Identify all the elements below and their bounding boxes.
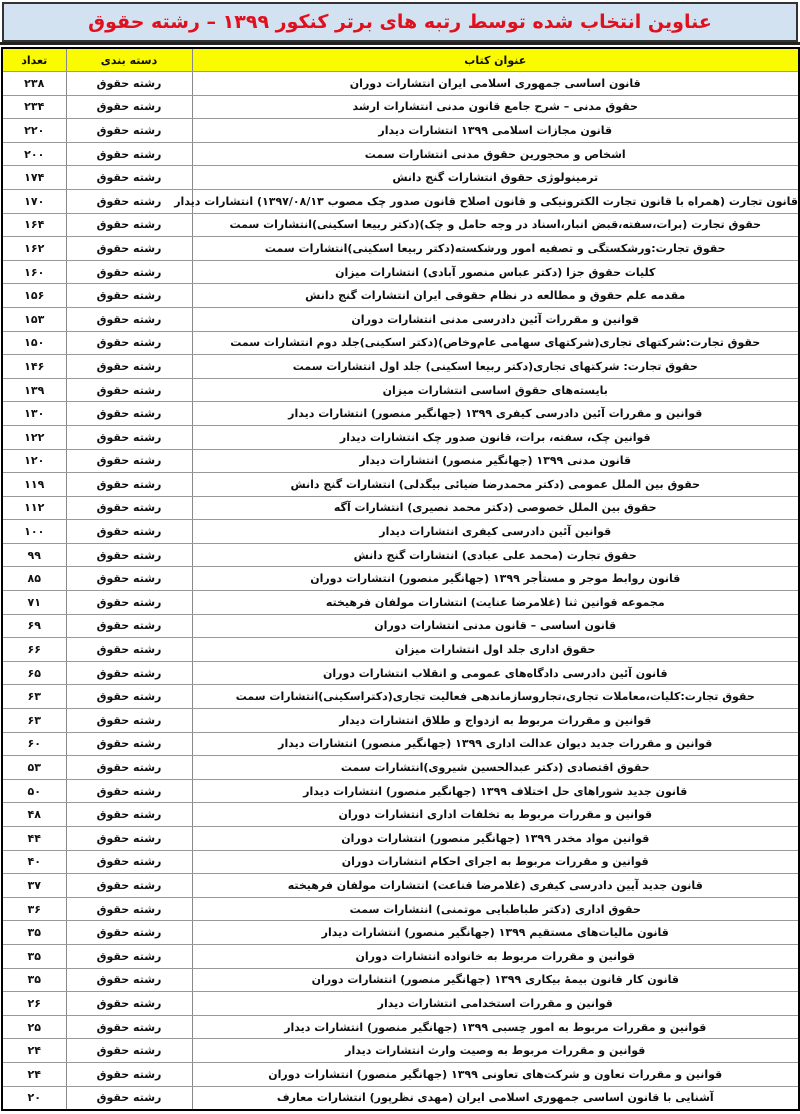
count-cell: ۲۲۰ (2, 119, 66, 143)
category-cell: رشته حقوق (66, 142, 192, 166)
category-cell: رشته حقوق (66, 850, 192, 874)
category-cell: رشته حقوق (66, 614, 192, 638)
book-title-cell: حقوق اقتصادی (دکتر عبدالحسین شیروی)انتشارات سمت (192, 756, 799, 780)
table-row (2, 189, 799, 213)
count-cell: ۱۳۰ (2, 402, 66, 426)
category-cell: رشته حقوق (66, 944, 192, 968)
count-cell: ۱۳۹ (2, 378, 66, 402)
category-cell: رشته حقوق (66, 591, 192, 615)
count-cell: ۱۰۰ (2, 520, 66, 544)
category-cell: رشته حقوق (66, 213, 192, 237)
divider (0, 42, 800, 45)
table-row (2, 992, 799, 1016)
book-title-cell: حقوق تجارت (محمد علی عبادی) انتشارات گنج دانش (192, 543, 799, 567)
book-title-cell: اشخاص و محجورین حقوق مدنی انتشارات سمت (192, 142, 799, 166)
book-title-cell: قانون جدید شوراهای حل اختلاف ۱۳۹۹ (جهانگیر منصور) انتشارات دیدار (192, 779, 799, 803)
category-cell: رشته حقوق (66, 543, 192, 567)
book-title-cell: قوانین آئین دادرسی کیفری انتشارات دیدار (192, 520, 799, 544)
category-cell: رشته حقوق (66, 897, 192, 921)
count-cell: ۶۹ (2, 614, 66, 638)
category-cell: رشته حقوق (66, 331, 192, 355)
count-cell: ۸۵ (2, 567, 66, 591)
category-cell: رشته حقوق (66, 1062, 192, 1086)
table-row (2, 756, 799, 780)
book-title-cell: حقوق تجارت:ورشکستگی و تصفیه امور ورشکسته(دکتر ربیعا اسکینی)انتشارات سمت (192, 237, 799, 261)
category-cell: رشته حقوق (66, 874, 192, 898)
table-row (2, 425, 799, 449)
book-title-cell: حقوق مدنی – شرح جامع قانون مدنی انتشارات ارشد (192, 95, 799, 119)
book-title-cell: قانون اساسی جمهوری اسلامی ایران انتشارات دوران (192, 72, 799, 96)
table-row (2, 1015, 799, 1039)
table-row (2, 543, 799, 567)
table-row (2, 284, 799, 308)
table-row (2, 72, 799, 96)
books-table (1, 47, 800, 1111)
book-title-cell: مقدمه علم حقوق و مطالعه در نظام حقوقی ایران انتشارات گنج دانش (192, 284, 799, 308)
count-cell: ۴۸ (2, 803, 66, 827)
category-cell: رشته حقوق (66, 779, 192, 803)
category-cell: رشته حقوق (66, 968, 192, 992)
table-row (2, 449, 799, 473)
table-row (2, 260, 799, 284)
table-row (2, 1062, 799, 1086)
category-cell: رشته حقوق (66, 260, 192, 284)
category-cell: رشته حقوق (66, 661, 192, 685)
category-cell: رشته حقوق (66, 307, 192, 331)
category-cell: رشته حقوق (66, 284, 192, 308)
category-cell: رشته حقوق (66, 473, 192, 497)
category-cell: رشته حقوق (66, 520, 192, 544)
book-title-cell: قوانین و مقررات مربوط به خانواده انتشارات دوران (192, 944, 799, 968)
category-cell: رشته حقوق (66, 638, 192, 662)
book-title-cell: حقوق بین الملل عمومی (دکتر محمدرضا ضیائی بیگدلی) انتشارات گنج دانش (192, 473, 799, 497)
count-cell: ۲۴ (2, 1062, 66, 1086)
count-cell: ۱۷۰ (2, 189, 66, 213)
count-cell: ۶۳ (2, 685, 66, 709)
category-cell: رشته حقوق (66, 355, 192, 379)
page-title-banner (2, 2, 798, 42)
table-row (2, 567, 799, 591)
count-cell: ۱۴۶ (2, 355, 66, 379)
count-cell: ۵۰ (2, 779, 66, 803)
table-row (2, 520, 799, 544)
table-row (2, 473, 799, 497)
count-cell: ۱۵۳ (2, 307, 66, 331)
book-title-cell: قوانین و مقررات آئین دادرسی کیفری ۱۳۹۹ (جهانگیر منصور) انتشارات دیدار (192, 402, 799, 426)
count-cell: ۶۰ (2, 732, 66, 756)
book-title-cell: کلیات حقوق جزا (دکتر عباس منصور آبادی) انتشارات میزان (192, 260, 799, 284)
count-cell: ۱۷۴ (2, 166, 66, 190)
book-title-cell: آشنایی با قانون اساسی جمهوری اسلامی ایران (مهدی نظرپور) انتشارات معارف (192, 1086, 799, 1110)
table-row (2, 897, 799, 921)
table-row (2, 496, 799, 520)
table-row (2, 166, 799, 190)
count-cell: ۴۴ (2, 827, 66, 851)
count-cell: ۲۰۰ (2, 142, 66, 166)
book-title-cell: قوانین و مقررات مربوط به وصیت وارث انتشارات دیدار (192, 1039, 799, 1063)
book-title-cell: قانون اساسی – قانون مدنی انتشارات دوران (192, 614, 799, 638)
table-row (2, 685, 799, 709)
table-row (2, 402, 799, 426)
count-cell: ۳۵ (2, 921, 66, 945)
book-title-cell: قوانین چک، سفته، برات، قانون صدور چک انتشارات دیدار (192, 425, 799, 449)
count-cell: ۱۲۰ (2, 449, 66, 473)
table-row (2, 237, 799, 261)
count-cell: ۳۵ (2, 968, 66, 992)
table-row (2, 779, 799, 803)
count-cell: ۶۶ (2, 638, 66, 662)
book-title-cell: حقوق اداری (دکتر طباطبایی موتمنی) انتشارات سمت (192, 897, 799, 921)
count-cell: ۵۳ (2, 756, 66, 780)
table-header-row (2, 48, 799, 72)
book-title-cell: حقوق بین الملل خصوصی (دکتر محمد نصیری) انتشارات آگه (192, 496, 799, 520)
book-title-cell: بایسته‌های حقوق اساسی انتشارات میزان (192, 378, 799, 402)
count-cell: ۱۲۲ (2, 425, 66, 449)
table-row (2, 803, 799, 827)
book-title-cell: قوانین مواد مخدر ۱۳۹۹ (جهانگیر منصور) انتشارات دوران (192, 827, 799, 851)
count-cell: ۲۶ (2, 992, 66, 1016)
book-title-cell: قانون کار قانون بیمهٔ بیکاری ۱۳۹۹ (جهانگیر منصور) انتشارات دوران (192, 968, 799, 992)
table-body (2, 72, 799, 1111)
table-row (2, 95, 799, 119)
count-cell: ۹۹ (2, 543, 66, 567)
count-cell: ۲۴ (2, 1039, 66, 1063)
table-row (2, 591, 799, 615)
category-cell: رشته حقوق (66, 425, 192, 449)
table-row (2, 331, 799, 355)
book-title-cell: قوانین و مقررات مربوط به اجرای احکام انتشارات دوران (192, 850, 799, 874)
header-title: عنوان کتاب (192, 48, 799, 72)
table-row (2, 944, 799, 968)
book-title-cell: قانون تجارت (همراه با قانون تجارت الکترونیکی و قانون اصلاح قانون صدور چک مصوب ۱۳۹۷/۰۸/۱۳) انتشارات دیدار (192, 189, 799, 213)
count-cell: ۱۵۰ (2, 331, 66, 355)
book-title-cell: حقوق تجارت:شرکتهای تجاری(شرکتهای سهامی عام‌وخاص)(دکتر اسکینی)جلد دوم انتشارات سمت (192, 331, 799, 355)
table-row (2, 732, 799, 756)
category-cell: رشته حقوق (66, 567, 192, 591)
book-title-cell: قانون مجازات اسلامی ۱۳۹۹ انتشارات دیدار (192, 119, 799, 143)
count-cell: ۶۵ (2, 661, 66, 685)
book-title-cell: قانون آئین دادرسی دادگاه‌های عمومی و انقلاب انتشارات دوران (192, 661, 799, 685)
table-row (2, 968, 799, 992)
table-row (2, 355, 799, 379)
category-cell: رشته حقوق (66, 72, 192, 96)
table-row (2, 142, 799, 166)
category-cell: رشته حقوق (66, 1015, 192, 1039)
header-count: تعداد (2, 48, 66, 72)
table-row (2, 307, 799, 331)
book-title-cell: قوانین و مقررات تعاون و شرکت‌های تعاونی ۱۳۹۹ (جهانگیر منصور) انتشارات دوران (192, 1062, 799, 1086)
category-cell: رشته حقوق (66, 992, 192, 1016)
category-cell: رشته حقوق (66, 803, 192, 827)
table-row (2, 921, 799, 945)
category-cell: رشته حقوق (66, 166, 192, 190)
table-row (2, 1086, 799, 1110)
book-title-cell: حقوق تجارت:کلیات،معاملات تجاری،تجاروسازماندهی فعالیت تجاری(دکتراسکینی)انتشارات سمت (192, 685, 799, 709)
count-cell: ۲۳۸ (2, 72, 66, 96)
book-title-cell: قانون مدنی ۱۳۹۹ (جهانگیر منصور) انتشارات دیدار (192, 449, 799, 473)
category-cell: رشته حقوق (66, 95, 192, 119)
category-cell: رشته حقوق (66, 402, 192, 426)
table-row (2, 661, 799, 685)
count-cell: ۷۱ (2, 591, 66, 615)
count-cell: ۱۶۴ (2, 213, 66, 237)
book-title-cell: قانون روابط موجر و مستأجر ۱۳۹۹ (جهانگیر منصور) انتشارات دوران (192, 567, 799, 591)
book-title-cell: قوانین و مقررات جدید دیوان عدالت اداری ۱۳۹۹ (جهانگیر منصور) انتشارات دیدار (192, 732, 799, 756)
count-cell: ۱۶۰ (2, 260, 66, 284)
page-title: عناوین انتخاب شده توسط رتبه های برتر کنکور ۱۳۹۹ – رشته حقوق (88, 11, 712, 33)
category-cell: رشته حقوق (66, 449, 192, 473)
category-cell: رشته حقوق (66, 709, 192, 733)
book-title-cell: قوانین و مقررات آئین دادرسی مدنی انتشارات دوران (192, 307, 799, 331)
book-title-cell: حقوق تجارت (برات،سفته،قبض انبار،اسناد در وجه حامل و چک)(دکتر ربیعا اسکینی)انتشارات سمت (192, 213, 799, 237)
book-title-cell: حقوق تجارت: شرکتهای تجاری(دکتر ربیعا اسکینی) جلد اول انتشارات سمت (192, 355, 799, 379)
table-row (2, 874, 799, 898)
count-cell: ۱۶۲ (2, 237, 66, 261)
category-cell: رشته حقوق (66, 1039, 192, 1063)
table-row (2, 378, 799, 402)
count-cell: ۱۱۲ (2, 496, 66, 520)
header-category: دسته بندی (66, 48, 192, 72)
category-cell: رشته حقوق (66, 119, 192, 143)
count-cell: ۶۳ (2, 709, 66, 733)
category-cell: رشته حقوق (66, 189, 192, 213)
category-cell: رشته حقوق (66, 921, 192, 945)
table-row (2, 709, 799, 733)
book-title-cell: قوانین و مقررات استخدامی انتشارات دیدار (192, 992, 799, 1016)
category-cell: رشته حقوق (66, 378, 192, 402)
book-title-cell: قوانین و مقررات مربوط به تخلفات اداری انتشارات دوران (192, 803, 799, 827)
count-cell: ۱۵۶ (2, 284, 66, 308)
book-title-cell: قانون مالیات‌های مستقیم ۱۳۹۹ (جهانگیر منصور) انتشارات دیدار (192, 921, 799, 945)
count-cell: ۱۱۹ (2, 473, 66, 497)
category-cell: رشته حقوق (66, 732, 192, 756)
book-title-cell: حقوق اداری جلد اول انتشارات میزان (192, 638, 799, 662)
book-title-cell: قوانین و مقررات مربوط به امور حِسبی ۱۳۹۹ (جهانگیر منصور) انتشارات دیدار (192, 1015, 799, 1039)
category-cell: رشته حقوق (66, 1086, 192, 1110)
count-cell: ۴۰ (2, 850, 66, 874)
table-row (2, 213, 799, 237)
table-row (2, 1039, 799, 1063)
category-cell: رشته حقوق (66, 756, 192, 780)
book-title-cell: قانون جدید آیین دادرسی کیفری (غلامرضا قناعت) انتشارات مولفان فرهیخته (192, 874, 799, 898)
book-title-cell: قوانین و مقررات مربوط به ازدواج و طلاق انتشارات دیدار (192, 709, 799, 733)
category-cell: رشته حقوق (66, 237, 192, 261)
count-cell: ۳۶ (2, 897, 66, 921)
count-cell: ۳۵ (2, 944, 66, 968)
category-cell: رشته حقوق (66, 496, 192, 520)
count-cell: ۳۷ (2, 874, 66, 898)
book-title-cell: مجموعه قوانین ثنا (غلامرضا عنایت) انتشارات مولفان فرهیخته (192, 591, 799, 615)
category-cell: رشته حقوق (66, 685, 192, 709)
table-row (2, 614, 799, 638)
table-row (2, 827, 799, 851)
category-cell: رشته حقوق (66, 827, 192, 851)
count-cell: ۲۵ (2, 1015, 66, 1039)
table-row (2, 119, 799, 143)
table-row (2, 850, 799, 874)
count-cell: ۲۳۴ (2, 95, 66, 119)
count-cell: ۲۰ (2, 1086, 66, 1110)
book-title-cell: ترمینولوژی حقوق انتشارات گنج دانش (192, 166, 799, 190)
table-row (2, 638, 799, 662)
